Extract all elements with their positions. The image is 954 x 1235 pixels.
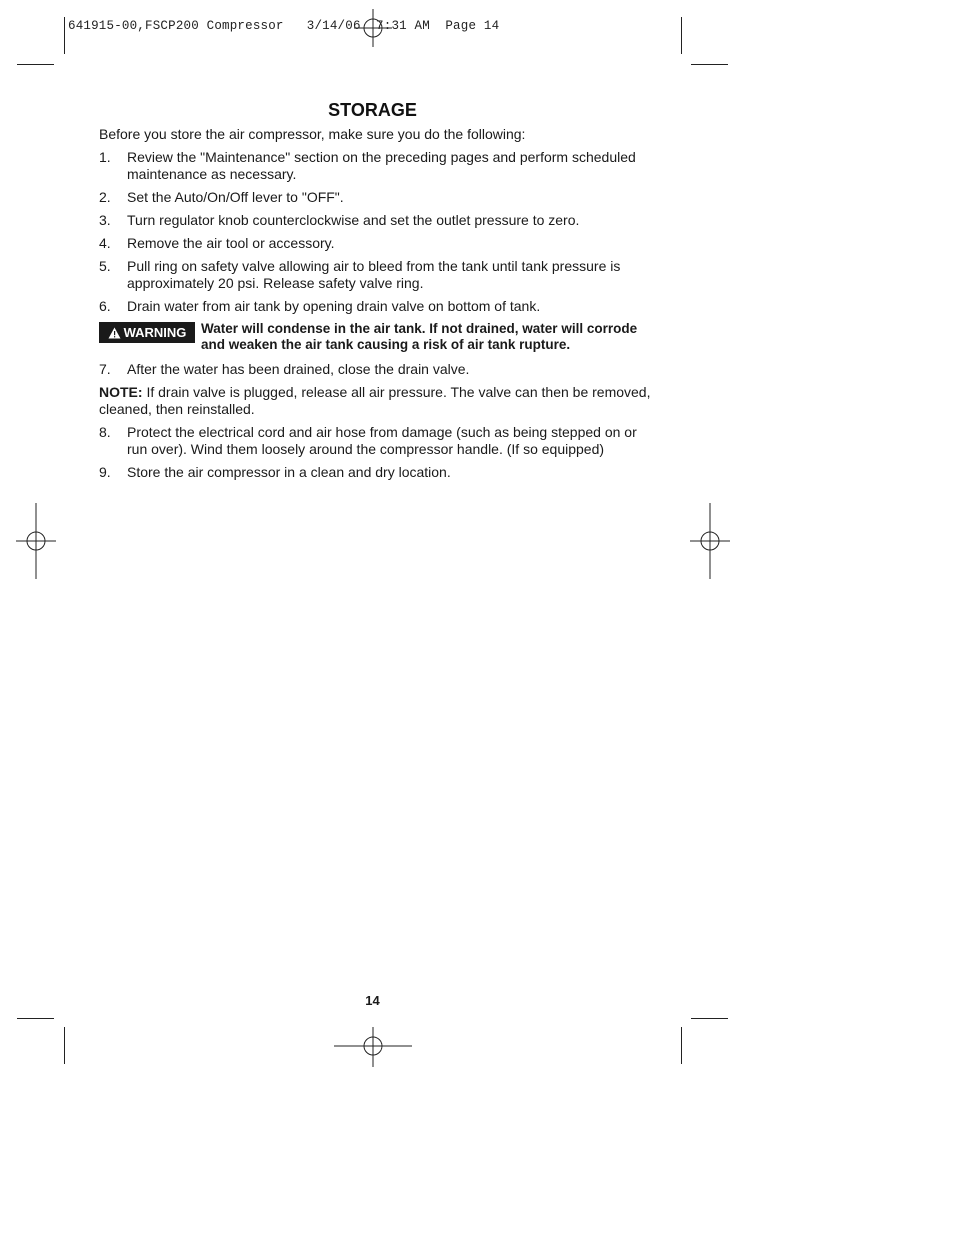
- note-label: NOTE:: [99, 384, 143, 400]
- crop-mark-top-left-h: [17, 64, 54, 65]
- crop-mark-bottom-right-h: [691, 1018, 728, 1019]
- item-number: 2.: [99, 189, 111, 205]
- item-text: Pull ring on safety valve allowing air to bleed from the tank until tank pressure is approximately 20 psi. Release safety valve ring.: [127, 258, 621, 291]
- item-text: Review the "Maintenance" section on the preceding pages and perform scheduled maintenance as necessary.: [127, 149, 636, 182]
- list-item: [99, 258, 654, 292]
- warning-block: [99, 321, 654, 355]
- list-item: [99, 235, 654, 252]
- crop-mark-bottom-left-h: [17, 1018, 54, 1019]
- item-number: 7.: [99, 361, 111, 377]
- registration-mark-right: [690, 503, 730, 579]
- item-text: Remove the air tool or accessory.: [127, 235, 335, 251]
- list-item: [99, 149, 654, 183]
- note-text: If drain valve is plugged, release all air pressure. The valve can then be removed, cleaned, then reinstalled.: [99, 384, 651, 417]
- list-item: [99, 424, 654, 458]
- list-item: [99, 189, 654, 206]
- warning-text: Water will condense in the air tank. If not drained, water will corrode and weaken the air tank causing a risk of air tank rupture.: [201, 321, 638, 352]
- crop-mark-bottom-left-v: [64, 1027, 65, 1064]
- warning-triangle-icon: [108, 327, 121, 339]
- registration-mark-top: [354, 9, 392, 47]
- item-text: Protect the electrical cord and air hose from damage (such as being stepped on or run over). Wind them loosely around the compressor handle. (If so equipped): [127, 424, 637, 457]
- warning-badge: [99, 322, 195, 343]
- warning-label: WARNING: [123, 325, 187, 340]
- item-number: 9.: [99, 464, 111, 480]
- list-item: [99, 464, 654, 481]
- item-text: After the water has been drained, close the drain valve.: [127, 361, 470, 377]
- registration-mark-left: [16, 503, 56, 579]
- page-number: 14: [365, 993, 380, 1008]
- note-paragraph: [99, 384, 654, 418]
- item-number: 8.: [99, 424, 111, 440]
- item-number: 4.: [99, 235, 111, 251]
- list-item: [99, 212, 654, 229]
- printer-slug: 641915-00,FSCP200 Compressor 3/14/06 7:31 AM Page 14: [68, 19, 500, 33]
- item-text: Set the Auto/On/Off lever to "OFF".: [127, 189, 344, 205]
- registration-mark-bottom: [334, 1027, 412, 1067]
- crop-mark-bottom-right-v: [681, 1027, 682, 1064]
- item-number: 6.: [99, 298, 111, 314]
- list-item: [99, 361, 654, 378]
- crop-mark-top-right-v: [681, 17, 682, 54]
- crop-mark-top-left-v: [64, 17, 65, 54]
- item-text: Turn regulator knob counterclockwise and set the outlet pressure to zero.: [127, 212, 580, 228]
- intro-paragraph: Before you store the air compressor, make sure you do the following:: [99, 126, 526, 142]
- item-number: 5.: [99, 258, 111, 274]
- item-text: Store the air compressor in a clean and dry location.: [127, 464, 451, 480]
- list-item: [99, 298, 654, 315]
- crop-mark-top-right-h: [691, 64, 728, 65]
- item-number: 1.: [99, 149, 111, 165]
- item-number: 3.: [99, 212, 111, 228]
- storage-instructions: [99, 126, 654, 487]
- item-text: Drain water from air tank by opening drain valve on bottom of tank.: [127, 298, 541, 314]
- section-title: STORAGE: [328, 100, 417, 120]
